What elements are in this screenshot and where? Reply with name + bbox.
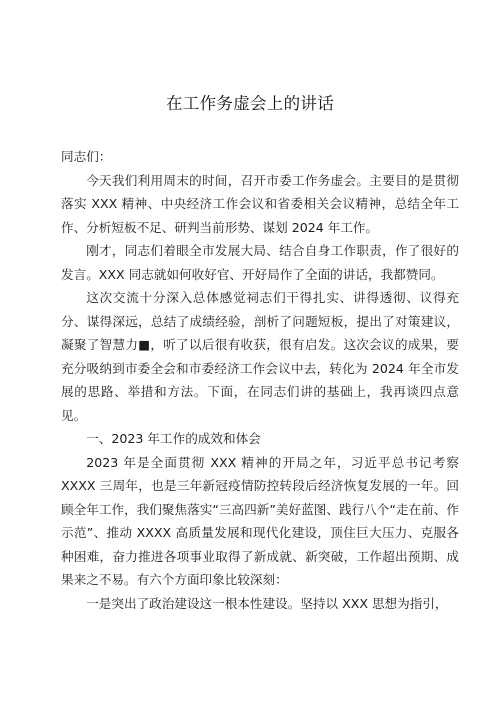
greeting: 同志们： — [61, 149, 112, 164]
paragraph-opening: 今天我们利用周末的时间，召开市委工作务虚会。主要目的是贯彻落实 XXX 精神、中央经济工作会议和省委相关会议精神，总结全年工作、分析短板不足、研判当前形势、谋划 2024 年工作。 — [61, 172, 459, 235]
paragraph-point-1: 一是突出了政治建设这一根本性建设。坚持以 XXX 思想为指引， — [86, 595, 448, 611]
document-body — [61, 145, 459, 615]
document-title: 在工作务虚会上的讲话 — [166, 94, 334, 113]
paragraph-exchange: 这次交流十分深入总体感觉祠志们干得扎实、讲得透彻、议得充分、谋得深远，总结了成绩经验，剖析了问题短板，提出了对策建议，凝聚了智慧力■，听了以后很有收获，很有启发。这次会议的成果，要充分吸纳到市委全会和市委经济工作会议中去，转化为 2024 年全市发展的思路、举措和方法。下面，在同志们讲的基础上，我再谈四点意见。 — [61, 290, 459, 423]
paragraph-speeches: 刚才，同志们着眼全市发展大局、结合自身工作职责，作了很好的发言。XXX 同志就如何收好官、开好局作了全面的讲话，我都赞同。 — [61, 243, 459, 282]
paragraph-review-2023: 2023 年是全面贯彻 XXX 精神的开局之年，习近平总书记考察 XXXX 三周年，也是三年新冠疫情防控转段后经济恢复发展的一年。回顾全年工作，我们聚焦落实“三高四新”美好蓝图、践行八个“走在前、作示范”、推动 XXXX 高质量发展和现代化建设，顶住巨大压力、克服各种困难，奋力推进各项事业取得了新成就、新突破，工作超出预期、成果来之不易。有六个方面印象比较深刻： — [61, 454, 459, 587]
section-heading-1: 一、2023 年工作的成效和体会 — [86, 431, 261, 446]
